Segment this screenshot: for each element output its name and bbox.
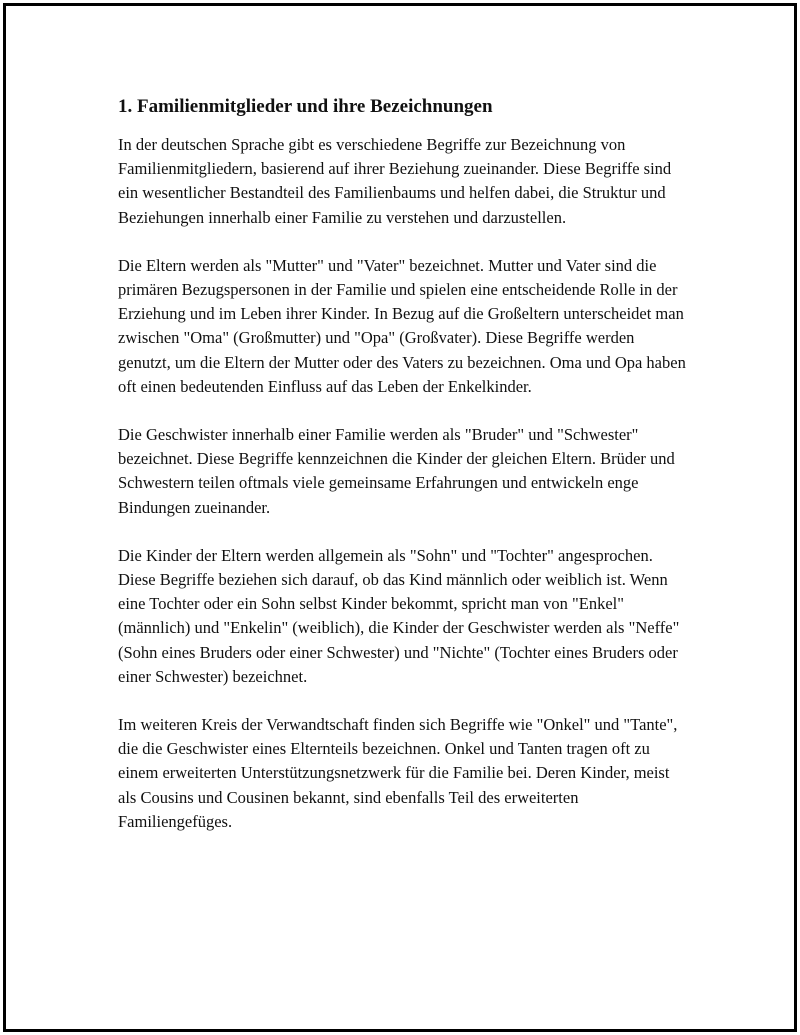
paragraph-parents: Die Eltern werden als "Mutter" und "Vater" bezeichnet. Mutter und Vater sind die primären Bezugspersonen in der Familie und spielen eine entscheidende Rolle in der Erziehung und im Leben ihrer Kinder. In Bezug auf die Großeltern unterscheidet man zwischen "Oma" (Großmutter) und "Opa" (Großvater). Diese Begriffe werden genutzt, um die Eltern der Mutter oder des Vaters zu bezeichnen. Oma und Opa haben oft einen bedeutenden Einfluss auf das Leben der Enkelkinder. [118, 255, 686, 396]
section-heading: 1. Familienmitglieder und ihre Bezeichnungen [118, 96, 493, 117]
document-body [118, 95, 688, 858]
paragraph-siblings: Die Geschwister innerhalb einer Familie werden als "Bruder" und "Schwester" bezeichnet. Diese Begriffe kennzeichnen die Kinder der gleichen Eltern. Brüder und Schwestern teilen oftmals viele gemeinsame Erfahrungen und entwickeln enge Bindungen zueinander. [118, 425, 675, 517]
paragraph-intro: In der deutschen Sprache gibt es verschiedene Begriffe zur Bezeichnung von Familienmitgliedern, basierend auf ihrer Beziehung zueinander. Diese Begriffe sind ein wesentlicher Bestandteil des Familienbaums und helfen dabei, die Struktur und Beziehungen innerhalb einer Familie zu verstehen und darzustellen. [118, 135, 672, 227]
paragraph-children: Die Kinder der Eltern werden allgemein als "Sohn" und "Tochter" angesprochen. Diese Begriffe beziehen sich darauf, ob das Kind männlich oder weiblich ist. Wenn eine Tochter oder ein Sohn selbst Kinder bekommt, spricht man von "Enkel" (männlich) und "Enkelin" (weiblich), die Kinder der Geschwister werden als "Neffe" (Sohn eines Bruders oder einer Schwester) und "Nichte" (Tochter eines Bruders oder einer Schwester) bezeichnet. [118, 545, 680, 686]
paragraph-extended-family: Im weiteren Kreis der Verwandtschaft finden sich Begriffe wie "Onkel" und "Tante", die die Geschwister eines Elternteils bezeichnen. Onkel und Tanten tragen oft zu einem erweiterten Unterstützungsnetzwerk für die Familie bei. Deren Kinder, meist als Cousins und Cousinen bekannt, sind ebenfalls Teil des erweiterten Familiengefüges. [118, 715, 678, 831]
